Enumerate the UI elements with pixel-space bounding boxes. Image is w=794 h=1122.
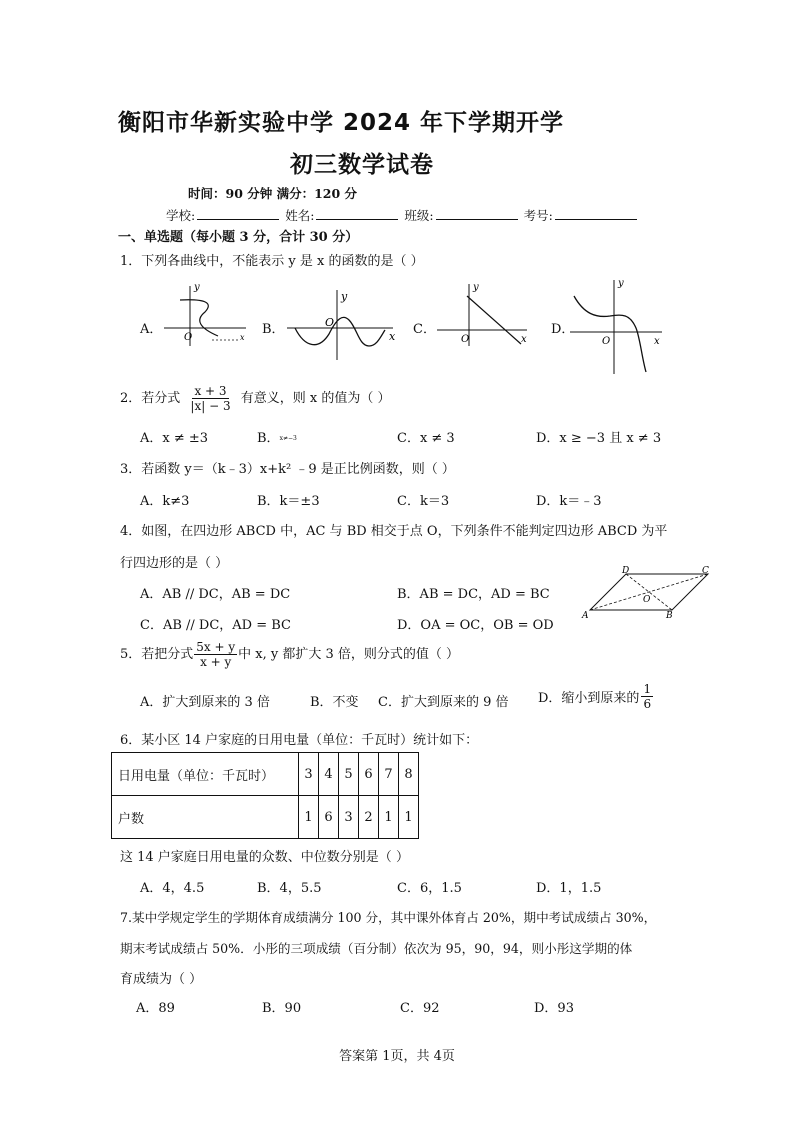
table-cell: 3	[299, 753, 319, 796]
q1-option-c-label: C．	[413, 322, 436, 337]
q1-graph-d	[568, 276, 666, 376]
q2-option-b-label: B．	[257, 431, 280, 446]
q1-graph-d-o-label: O	[602, 336, 611, 347]
q5-option-c: C．扩大到原来的 9 倍	[378, 695, 509, 710]
q3-option-d: D．k＝﹣3	[536, 494, 602, 509]
q2-fraction	[188, 384, 232, 413]
q1-option-d-label: D．	[551, 322, 575, 337]
q1-graph-c-y-label: y	[473, 282, 479, 293]
q2-frac-denominator: |x| − 3	[190, 399, 231, 413]
exam-number-field[interactable]	[555, 208, 637, 220]
q3-option-c: C．k＝3	[397, 494, 450, 509]
q7-stem-line1: 7.某中学规定学生的学期体育成绩满分 100 分，其中课外体育占 20%，期中考试成绩占 30%，	[120, 910, 657, 925]
q1-graph-a-y-label: y	[194, 282, 200, 293]
q4-stem-line1: 4．如图，在四边形 ABCD 中，AC 与 BD 相交于点 O，下列条件不能判定四边形 ABCD 为平	[120, 524, 668, 539]
q2-option-b-text: x≠−3	[279, 435, 297, 442]
q1-option-b-label: B．	[262, 322, 285, 337]
q2-option-c: C．x ≠ 3	[397, 431, 455, 446]
name-field[interactable]	[316, 208, 398, 220]
table-cell: 8	[399, 753, 419, 796]
q4-label-o: O	[643, 595, 651, 605]
q4-label-a: A	[582, 611, 589, 620]
q1-graph-d-y-label: y	[618, 278, 624, 289]
table-cell: 3	[339, 796, 359, 839]
school-field[interactable]	[197, 208, 279, 220]
q2-option-d: D．x ≥ −3 且 x ≠ 3	[536, 431, 662, 446]
q4-option-a: A．AB // DC，AB = DC	[140, 587, 291, 602]
q4-stem-line2: 行四边形的是（ ）	[120, 556, 229, 571]
q2-option-a: A．x ≠ ±3	[140, 431, 209, 446]
q7-stem-line2: 期末考试成绩占 50%．小彤的三项成绩（百分制）依次为 95，90，94，则小彤这学期的体	[120, 941, 633, 956]
name-label: 姓名:	[285, 208, 315, 223]
page-footer: 答案第 1页，共 4页	[339, 1049, 455, 1064]
class-field[interactable]	[436, 208, 518, 220]
q7-option-c: C．92	[400, 1001, 440, 1016]
q7-option-a: A．89	[136, 1001, 175, 1016]
table-header-usage: 日用电量（单位：千瓦时）	[112, 753, 299, 796]
q4-option-d: D．OA = OC，OB = OD	[397, 618, 554, 633]
q1-option-a-label: A．	[140, 322, 163, 337]
q4-option-b: B．AB = DC，AD = BC	[397, 587, 550, 602]
table-cell: 1	[399, 796, 419, 839]
q7-option-d: D．93	[534, 1001, 574, 1016]
q6-option-d: D．1，1.5	[536, 881, 602, 896]
q5-option-d-denominator: 6	[643, 697, 652, 711]
q5-frac-numerator: 5x + y	[196, 640, 236, 654]
school-label: 学校:	[166, 208, 196, 223]
student-info-fields	[166, 206, 639, 224]
table-cell: 5	[339, 753, 359, 796]
table-cell: 6	[359, 753, 379, 796]
table-row	[112, 753, 419, 796]
q1-graph-b-x-label: x	[389, 330, 396, 343]
q3-stem: 3．若函数 y＝（k﹣3）x+k² ﹣9 是正比例函数，则（ ）	[120, 462, 455, 477]
q4-parallelogram-figure	[580, 566, 714, 620]
q1-graph-b-y-label: y	[341, 290, 348, 303]
table-row	[112, 796, 419, 839]
q7-option-b: B．90	[262, 1001, 302, 1016]
q4-label-b: B	[666, 611, 673, 620]
q5-option-d-fraction	[641, 682, 653, 711]
table-cell: 6	[319, 796, 339, 839]
section-single-choice-title: 一、单选题（每小题 3 分，合计 30 分）	[118, 230, 359, 245]
q2-prefix: 2．若分式	[120, 391, 181, 406]
exam-title-line1: 衡阳市华新实验中学 2024 年下学期开学	[118, 110, 565, 136]
table-cell: 7	[379, 753, 399, 796]
exam-time-score: 时间：90 分钟 满分：120 分	[188, 186, 358, 201]
q1-stem: 1．下列各曲线中，不能表示 y 是 x 的函数的是（ ）	[120, 254, 424, 269]
q6-option-a: A．4，4.5	[140, 881, 205, 896]
q1-graph-b-o-label: O	[325, 316, 335, 329]
q3-option-b: B．k＝±3	[257, 494, 320, 509]
table-cell: 2	[359, 796, 379, 839]
q1-graph-a-o-label: O	[184, 332, 193, 343]
q3-option-a: A．k≠3	[140, 494, 190, 509]
q2-suffix: 有意义，则 x 的值为（ ）	[240, 391, 391, 406]
q6-electricity-table	[111, 752, 419, 839]
q5-option-a: A．扩大到原来的 3 倍	[140, 695, 270, 710]
q6-option-c: C．6，1.5	[397, 881, 462, 896]
q4-label-c: C	[702, 566, 709, 576]
q1-graph-a	[160, 280, 250, 348]
q5-suffix: 中 x, y 都扩大 3 倍，则分式的值（ ）	[238, 647, 460, 662]
q1-graph-a-x-label: x	[240, 333, 245, 342]
q7-stem-line3: 育成绩为（ ）	[120, 972, 203, 987]
q5-stem	[120, 640, 459, 669]
exam-title-line2: 初三数学试卷	[290, 152, 434, 178]
q1-graph-c-x-label: x	[521, 334, 527, 345]
table-cell: 1	[379, 796, 399, 839]
q5-option-d-numerator: 1	[643, 682, 652, 696]
q6-stem: 6．某小区 14 户家庭的日用电量（单位：千瓦时）统计如下：	[120, 733, 479, 748]
table-header-households: 户数	[112, 796, 299, 839]
q5-prefix: 5．若把分式	[120, 647, 194, 662]
q1-graph-d-x-label: x	[654, 336, 660, 347]
q1-graph-b	[285, 286, 397, 360]
q2-option-b	[257, 427, 297, 446]
q5-option-b: B．不变	[310, 695, 359, 710]
table-cell: 4	[319, 753, 339, 796]
q6-option-b: B．4，5.5	[257, 881, 322, 896]
q2-stem	[120, 384, 390, 413]
q1-graph-c-o-label: O	[461, 334, 470, 345]
exam-number-label: 考号:	[523, 208, 553, 223]
q4-option-c: C．AB // DC，AD = BC	[140, 618, 291, 633]
q5-option-d-label: D．缩小到原来的	[538, 691, 640, 706]
q5-frac-denominator: x + y	[200, 655, 232, 669]
class-label: 班级:	[404, 208, 434, 223]
q1-graph-c	[435, 280, 530, 348]
q2-frac-numerator: x + 3	[194, 384, 227, 398]
q6-followup: 这 14 户家庭日用电量的众数、中位数分别是（ ）	[120, 850, 409, 865]
q4-label-d: D	[622, 566, 630, 576]
table-cell: 1	[299, 796, 319, 839]
q5-fraction	[194, 640, 237, 669]
q5-option-d	[538, 682, 655, 711]
